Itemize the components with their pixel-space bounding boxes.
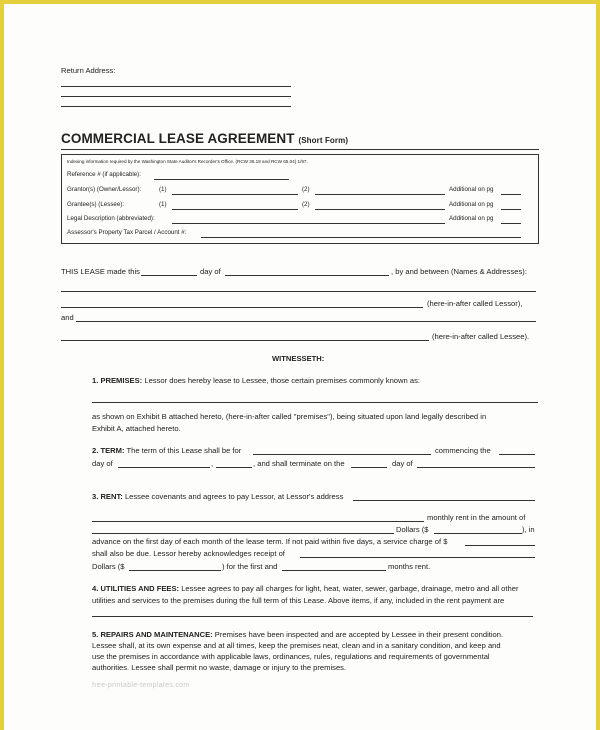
- return-address-label: Return Address:: [61, 66, 116, 75]
- repairs-text: Premises have been inspected and are accepted by Lessee in their present condition.: [214, 630, 504, 639]
- reference-label: Reference # (if applicable):: [67, 171, 141, 178]
- grantee-1-marker: (1): [159, 201, 167, 208]
- lessor-name-line[interactable]: [61, 291, 536, 292]
- rent-in: ), in: [522, 525, 535, 534]
- rent-address-field[interactable]: [353, 500, 535, 501]
- rent-months-field[interactable]: [282, 570, 386, 571]
- term-end-day-field[interactable]: [351, 467, 387, 468]
- indexing-note: Indexing information required by the Washington State Auditor's Recorder's Office. (RCW 36.18 and RCW 65.04) 1/97.: [67, 159, 308, 164]
- grantee-2-marker: (2): [302, 201, 310, 208]
- lessee-address-line[interactable]: [61, 340, 429, 341]
- repairs-paragraph: [92, 630, 503, 639]
- return-address-line-3[interactable]: [61, 106, 291, 107]
- term-day-of-2: day of: [392, 459, 413, 468]
- grantor-2-marker: (2): [302, 186, 310, 193]
- intro-this-lease: THIS LEASE made this: [61, 267, 140, 276]
- premises-heading: 1. PREMISES:: [92, 376, 143, 385]
- legal-additional-field[interactable]: [501, 223, 521, 224]
- grantee-2-field[interactable]: [315, 209, 445, 210]
- return-address-line-2[interactable]: [61, 96, 291, 97]
- grantor-additional-field[interactable]: [501, 194, 521, 195]
- rent-amount-field[interactable]: [434, 533, 522, 534]
- premises-text: Lessor does hereby lease to Lessee, those certain premises commonly known as:: [144, 376, 420, 385]
- grantor-1-marker: (1): [159, 186, 167, 193]
- lessor-address-line[interactable]: [61, 307, 423, 308]
- title-main: COMMERCIAL LEASE AGREEMENT: [61, 131, 295, 146]
- premises-line-2: as shown on Exhibit B attached hereto, (here-in-after called "premises"), being situated upon land legally described in: [92, 412, 487, 421]
- watermark-text: free-printable-templates.com: [92, 682, 190, 689]
- grantee-additional-label: Additional on pg: [449, 201, 494, 208]
- legal-description-label: Legal Description (abbreviated):: [67, 215, 155, 222]
- utilities-paragraph: [92, 584, 518, 593]
- utilities-heading: 4. UTILITIES AND FEES:: [92, 584, 180, 593]
- lessor-hint: (here-in-after called Lessor),: [427, 299, 523, 308]
- reference-field[interactable]: [154, 179, 289, 180]
- witnesseth-heading: WITNESSETH:: [272, 354, 325, 363]
- rent-shall-due: shall also be due. Lessor hereby acknowledges receipt of: [92, 549, 285, 558]
- lessee-name-line[interactable]: [76, 321, 536, 322]
- lessee-hint: (here-in-after called Lessee).: [432, 332, 530, 341]
- rent-first-last: ) for the first and: [222, 562, 278, 571]
- assessor-field[interactable]: [201, 237, 521, 238]
- rent-receipt-words-field[interactable]: [300, 557, 535, 558]
- term-paragraph: [92, 446, 241, 455]
- intro-and: and: [61, 313, 74, 322]
- grantor-1-field[interactable]: [172, 194, 298, 195]
- document-page: [4, 4, 596, 730]
- grantor-2-field[interactable]: [315, 194, 445, 195]
- assessor-label: Assessor's Property Tax Parcel / Account #:: [67, 229, 187, 236]
- lease-month-year-field[interactable]: [225, 275, 389, 276]
- grantee-additional-field[interactable]: [501, 209, 521, 210]
- repairs-line-3: use the premises in accordance with applicable laws, ordinances, rules, regulations and requirements of governmental: [92, 652, 490, 661]
- lease-day-field[interactable]: [141, 275, 197, 276]
- rent-amount-words-field[interactable]: [92, 533, 394, 534]
- rent-dollars-2: Dollars ($: [92, 562, 125, 571]
- term-commencing: commencing the: [435, 446, 491, 455]
- repairs-line-2: Lessee shall, at its own expense and at all times, keep the premises neat, clean and in a sanitary condition, and keep and: [92, 641, 501, 650]
- document-title: [61, 131, 348, 146]
- rent-paragraph: [92, 492, 343, 501]
- legal-description-field[interactable]: [172, 223, 445, 224]
- term-day-of: day of: [92, 459, 113, 468]
- term-heading: 2. TERM:: [92, 446, 125, 455]
- premises-address-line[interactable]: [92, 402, 538, 403]
- term-text: The term of this Lease shall be for: [126, 446, 242, 455]
- rent-dollars: Dollars ($: [396, 525, 429, 534]
- grantees-label: Grantee(s) (Lessee):: [67, 201, 125, 208]
- rent-months: months rent.: [388, 562, 431, 571]
- premises-paragraph: [92, 376, 420, 385]
- title-rule: [61, 149, 539, 150]
- return-address-line-1[interactable]: [61, 86, 291, 87]
- legal-additional-label: Additional on pg: [449, 215, 494, 222]
- repairs-line-4: authorities. Lessee shall permit no waste, damage or injury to the premises.: [92, 663, 347, 672]
- rent-receipt-amount-field[interactable]: [129, 570, 221, 571]
- premises-line-3: Exhibit A, attached hereto.: [92, 424, 181, 433]
- rent-service-charge-field[interactable]: [465, 545, 535, 546]
- grantor-additional-label: Additional on pg: [449, 186, 494, 193]
- repairs-heading: 5. REPAIRS AND MAINTENANCE:: [92, 630, 213, 639]
- title-subtitle: (Short Form): [298, 136, 349, 145]
- intro-day-of: day of: [200, 267, 221, 276]
- term-end-month-year-field[interactable]: [417, 467, 535, 468]
- term-comma: ,: [211, 459, 214, 468]
- rent-address-line-2[interactable]: [92, 521, 424, 522]
- term-commence-day-field[interactable]: [499, 454, 535, 455]
- rent-text: Lessee covenants and agrees to pay Lessor, at Lessor's address: [124, 492, 344, 501]
- term-length-field[interactable]: [253, 454, 431, 455]
- utilities-included-field[interactable]: [92, 616, 533, 617]
- term-commence-month-field[interactable]: [118, 467, 210, 468]
- utilities-line-2: utilities and services to the premises during the full term of this Lease. Above items, if any, included in the rent payment are: [92, 596, 505, 605]
- grantee-1-field[interactable]: [172, 209, 298, 210]
- term-commence-year-field[interactable]: [216, 467, 252, 468]
- rent-heading: 3. RENT:: [92, 492, 123, 501]
- utilities-text: Lessee agrees to pay all charges for light, heat, water, sewer, garbage, drainage, metro and all other: [181, 584, 519, 593]
- rent-advance: advance on the first day of each month of the lease term. If not paid within five days, a service charge of $: [92, 537, 448, 546]
- intro-by-between: , by and between (Names & Addresses):: [391, 267, 527, 276]
- grantors-label: Grantor(s) (Owner/Lessor):: [67, 186, 142, 193]
- rent-monthly: monthly rent in the amount of: [427, 513, 526, 522]
- term-terminate: , and shall terminate on the: [253, 459, 345, 468]
